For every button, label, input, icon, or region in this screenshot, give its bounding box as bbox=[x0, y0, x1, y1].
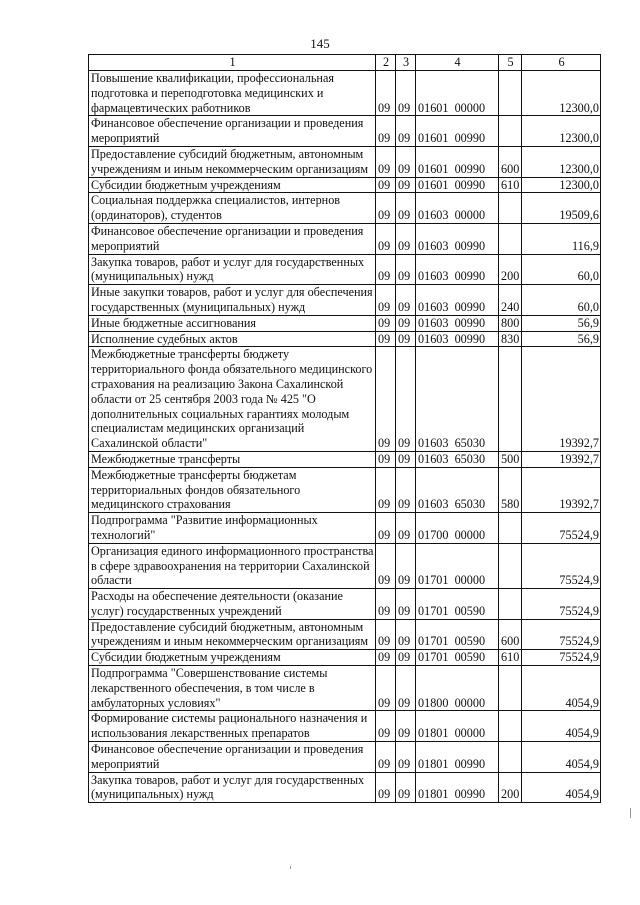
column-header: 4 bbox=[416, 55, 499, 71]
cell-value: 19392,7 bbox=[522, 467, 601, 512]
cell-code: 01601 00990 bbox=[416, 146, 499, 177]
column-header: 3 bbox=[396, 55, 416, 71]
margin-mark bbox=[630, 808, 631, 818]
cell-value: 75524,9 bbox=[522, 513, 601, 544]
cell-c2: 09 bbox=[376, 116, 396, 147]
cell-value: 4054,9 bbox=[522, 772, 601, 803]
cell-c2: 09 bbox=[376, 589, 396, 620]
table-row bbox=[89, 589, 601, 620]
table-row bbox=[89, 331, 601, 347]
cell-code: 01603 00990 bbox=[416, 254, 499, 285]
table-row bbox=[89, 116, 601, 147]
table-row bbox=[89, 619, 601, 650]
cell-c5: 500 bbox=[499, 451, 522, 467]
cell-c3: 09 bbox=[396, 451, 416, 467]
cell-c2: 09 bbox=[376, 315, 396, 331]
cell-code: 01701 00590 bbox=[416, 589, 499, 620]
cell-c3: 09 bbox=[396, 772, 416, 803]
cell-c5 bbox=[499, 589, 522, 620]
table-row bbox=[89, 543, 601, 588]
column-header: 5 bbox=[499, 55, 522, 71]
cell-code: 01701 00000 bbox=[416, 543, 499, 588]
cell-c3: 09 bbox=[396, 331, 416, 347]
cell-code: 01801 00990 bbox=[416, 772, 499, 803]
cell-c2: 09 bbox=[376, 543, 396, 588]
column-header: 1 bbox=[89, 55, 376, 71]
cell-c5: 800 bbox=[499, 315, 522, 331]
cell-name: Подпрограмма "Развитие информационных технологий" bbox=[89, 513, 376, 544]
cell-name: Подпрограмма "Совершенствование системы лекарственного обеспечения, в том числе в амбулаторных условиях" bbox=[89, 666, 376, 711]
cell-name: Субсидии бюджетным учреждениям bbox=[89, 650, 376, 666]
cell-name: Расходы на обеспечение деятельности (оказание услуг) государственных учреждений bbox=[89, 589, 376, 620]
table-row bbox=[89, 223, 601, 254]
cell-value: 116,9 bbox=[522, 223, 601, 254]
table-row bbox=[89, 711, 601, 742]
cell-c5: 600 bbox=[499, 619, 522, 650]
cell-c3: 09 bbox=[396, 177, 416, 193]
cell-c2: 09 bbox=[376, 223, 396, 254]
cell-name: Межбюджетные трансферты bbox=[89, 451, 376, 467]
cell-value: 19509,6 bbox=[522, 193, 601, 224]
cell-code: 01603 00990 bbox=[416, 223, 499, 254]
cell-c3: 09 bbox=[396, 711, 416, 742]
cell-value: 75524,9 bbox=[522, 619, 601, 650]
cell-c3: 09 bbox=[396, 254, 416, 285]
cell-code: 01603 00990 bbox=[416, 285, 499, 316]
cell-name: Закупка товаров, работ и услуг для государственных (муниципальных) нужд bbox=[89, 772, 376, 803]
column-header: 6 bbox=[522, 55, 601, 71]
cell-c3: 09 bbox=[396, 116, 416, 147]
cell-name: Повышение квалификации, профессиональная подготовка и переподготовка медицинских и фармацевтических работников bbox=[89, 71, 376, 116]
cell-c2: 09 bbox=[376, 451, 396, 467]
cell-name: Межбюджетные трансферты бюджетам территориальных фондов обязательного медицинского страхования bbox=[89, 467, 376, 512]
cell-value: 4054,9 bbox=[522, 666, 601, 711]
cell-c2: 09 bbox=[376, 347, 396, 452]
cell-value: 75524,9 bbox=[522, 650, 601, 666]
cell-c5 bbox=[499, 223, 522, 254]
cell-name: Социальная поддержка специалистов, интернов (ординаторов), студентов bbox=[89, 193, 376, 224]
cell-c5 bbox=[499, 513, 522, 544]
cell-value: 4054,9 bbox=[522, 742, 601, 773]
cell-c3: 09 bbox=[396, 193, 416, 224]
cell-c3: 09 bbox=[396, 619, 416, 650]
cell-code: 01701 00590 bbox=[416, 650, 499, 666]
cell-c2: 09 bbox=[376, 650, 396, 666]
cell-value: 60,0 bbox=[522, 285, 601, 316]
cell-c2: 09 bbox=[376, 177, 396, 193]
cell-c2: 09 bbox=[376, 146, 396, 177]
page-number: 145 bbox=[310, 36, 330, 51]
cell-c5: 580 bbox=[499, 467, 522, 512]
cell-c5: 200 bbox=[499, 254, 522, 285]
cell-c3: 09 bbox=[396, 71, 416, 116]
cell-name: Субсидии бюджетным учреждениям bbox=[89, 177, 376, 193]
cell-value: 12300,0 bbox=[522, 177, 601, 193]
cell-value: 19392,7 bbox=[522, 347, 601, 452]
cell-c3: 09 bbox=[396, 315, 416, 331]
table-row bbox=[89, 315, 601, 331]
cell-c3: 09 bbox=[396, 467, 416, 512]
cell-c3: 09 bbox=[396, 666, 416, 711]
table-row bbox=[89, 177, 601, 193]
cell-c3: 09 bbox=[396, 513, 416, 544]
cell-c2: 09 bbox=[376, 619, 396, 650]
cell-c2: 09 bbox=[376, 331, 396, 347]
cell-c3: 09 bbox=[396, 223, 416, 254]
cell-c5: 830 bbox=[499, 331, 522, 347]
cell-value: 75524,9 bbox=[522, 589, 601, 620]
cell-c2: 09 bbox=[376, 254, 396, 285]
cell-value: 75524,9 bbox=[522, 543, 601, 588]
cell-c5 bbox=[499, 666, 522, 711]
cell-c2: 09 bbox=[376, 772, 396, 803]
cell-c5: 240 bbox=[499, 285, 522, 316]
cell-c5 bbox=[499, 71, 522, 116]
table-row bbox=[89, 193, 601, 224]
table-row bbox=[89, 772, 601, 803]
cell-c3: 09 bbox=[396, 650, 416, 666]
cell-code: 01601 00990 bbox=[416, 116, 499, 147]
cell-c3: 09 bbox=[396, 285, 416, 316]
cell-c5 bbox=[499, 543, 522, 588]
cell-name: Исполнение судебных актов bbox=[89, 331, 376, 347]
cell-c5: 600 bbox=[499, 146, 522, 177]
cell-code: 01603 00990 bbox=[416, 315, 499, 331]
cell-name: Предоставление субсидий бюджетным, автономным учреждениям и иным некоммерческим организациям bbox=[89, 619, 376, 650]
cell-code: 01800 00000 bbox=[416, 666, 499, 711]
cell-value: 56,9 bbox=[522, 331, 601, 347]
cell-code: 01603 00990 bbox=[416, 331, 499, 347]
cell-c3: 09 bbox=[396, 347, 416, 452]
cell-value: 4054,9 bbox=[522, 711, 601, 742]
cell-c2: 09 bbox=[376, 666, 396, 711]
cell-name: Иные бюджетные ассигнования bbox=[89, 315, 376, 331]
table-row bbox=[89, 254, 601, 285]
cell-c5 bbox=[499, 347, 522, 452]
cell-c2: 09 bbox=[376, 193, 396, 224]
cell-code: 01603 65030 bbox=[416, 451, 499, 467]
cell-code: 01701 00590 bbox=[416, 619, 499, 650]
cell-code: 01603 65030 bbox=[416, 347, 499, 452]
cell-code: 01603 00000 bbox=[416, 193, 499, 224]
cell-code: 01801 00000 bbox=[416, 711, 499, 742]
table-row bbox=[89, 467, 601, 512]
table-row bbox=[89, 71, 601, 116]
cell-c5 bbox=[499, 711, 522, 742]
cell-c3: 09 bbox=[396, 742, 416, 773]
table-row bbox=[89, 451, 601, 467]
cell-code: 01603 65030 bbox=[416, 467, 499, 512]
table-row bbox=[89, 285, 601, 316]
cell-value: 12300,0 bbox=[522, 71, 601, 116]
table-row bbox=[89, 666, 601, 711]
cell-name: Финансовое обеспечение организации и проведения мероприятий bbox=[89, 742, 376, 773]
column-header: 2 bbox=[376, 55, 396, 71]
cell-code: 01700 00000 bbox=[416, 513, 499, 544]
table-row bbox=[89, 513, 601, 544]
cell-code: 01801 00990 bbox=[416, 742, 499, 773]
cell-c5: 610 bbox=[499, 177, 522, 193]
cell-c5: 610 bbox=[499, 650, 522, 666]
cell-c2: 09 bbox=[376, 711, 396, 742]
cell-c3: 09 bbox=[396, 146, 416, 177]
cell-name: Иные закупки товаров, работ и услуг для обеспечения государственных (муниципальных) нужд bbox=[89, 285, 376, 316]
table-row bbox=[89, 347, 601, 452]
cell-c2: 09 bbox=[376, 742, 396, 773]
budget-table bbox=[88, 54, 601, 803]
cell-value: 19392,7 bbox=[522, 451, 601, 467]
cell-c5 bbox=[499, 193, 522, 224]
cell-name: Организация единого информационного пространства в сфере здравоохранения на территории Сахалинской области bbox=[89, 543, 376, 588]
cell-value: 56,9 bbox=[522, 315, 601, 331]
cell-name: Формирование системы рационального назначения и использования лекарственных препаратов bbox=[89, 711, 376, 742]
table-row bbox=[89, 742, 601, 773]
cell-c2: 09 bbox=[376, 467, 396, 512]
table-row bbox=[89, 146, 601, 177]
cell-code: 01601 00000 bbox=[416, 71, 499, 116]
cell-name: Финансовое обеспечение организации и проведения мероприятий bbox=[89, 116, 376, 147]
table-row bbox=[89, 650, 601, 666]
cell-c3: 09 bbox=[396, 589, 416, 620]
table-header-row bbox=[89, 55, 601, 71]
cell-name: Предоставление субсидий бюджетным, автономным учреждениям и иным некоммерческим организациям bbox=[89, 146, 376, 177]
cell-code: 01601 00990 bbox=[416, 177, 499, 193]
scan-dot bbox=[290, 866, 291, 869]
cell-c5 bbox=[499, 116, 522, 147]
cell-value: 12300,0 bbox=[522, 116, 601, 147]
cell-c5: 200 bbox=[499, 772, 522, 803]
cell-value: 12300,0 bbox=[522, 146, 601, 177]
cell-c2: 09 bbox=[376, 285, 396, 316]
cell-name: Финансовое обеспечение организации и проведения мероприятий bbox=[89, 223, 376, 254]
cell-name: Межбюджетные трансферты бюджету территориального фонда обязательного медицинского страхования на реализацию Закона Сахалинской области от 25 сентября 2003 года № 425 "О дополнительных социальных гарантиях молодым специалистам медицинских организаций Сахалинской области" bbox=[89, 347, 376, 452]
cell-c2: 09 bbox=[376, 71, 396, 116]
cell-c2: 09 bbox=[376, 513, 396, 544]
cell-c5 bbox=[499, 742, 522, 773]
cell-value: 60,0 bbox=[522, 254, 601, 285]
cell-c3: 09 bbox=[396, 543, 416, 588]
cell-name: Закупка товаров, работ и услуг для государственных (муниципальных) нужд bbox=[89, 254, 376, 285]
